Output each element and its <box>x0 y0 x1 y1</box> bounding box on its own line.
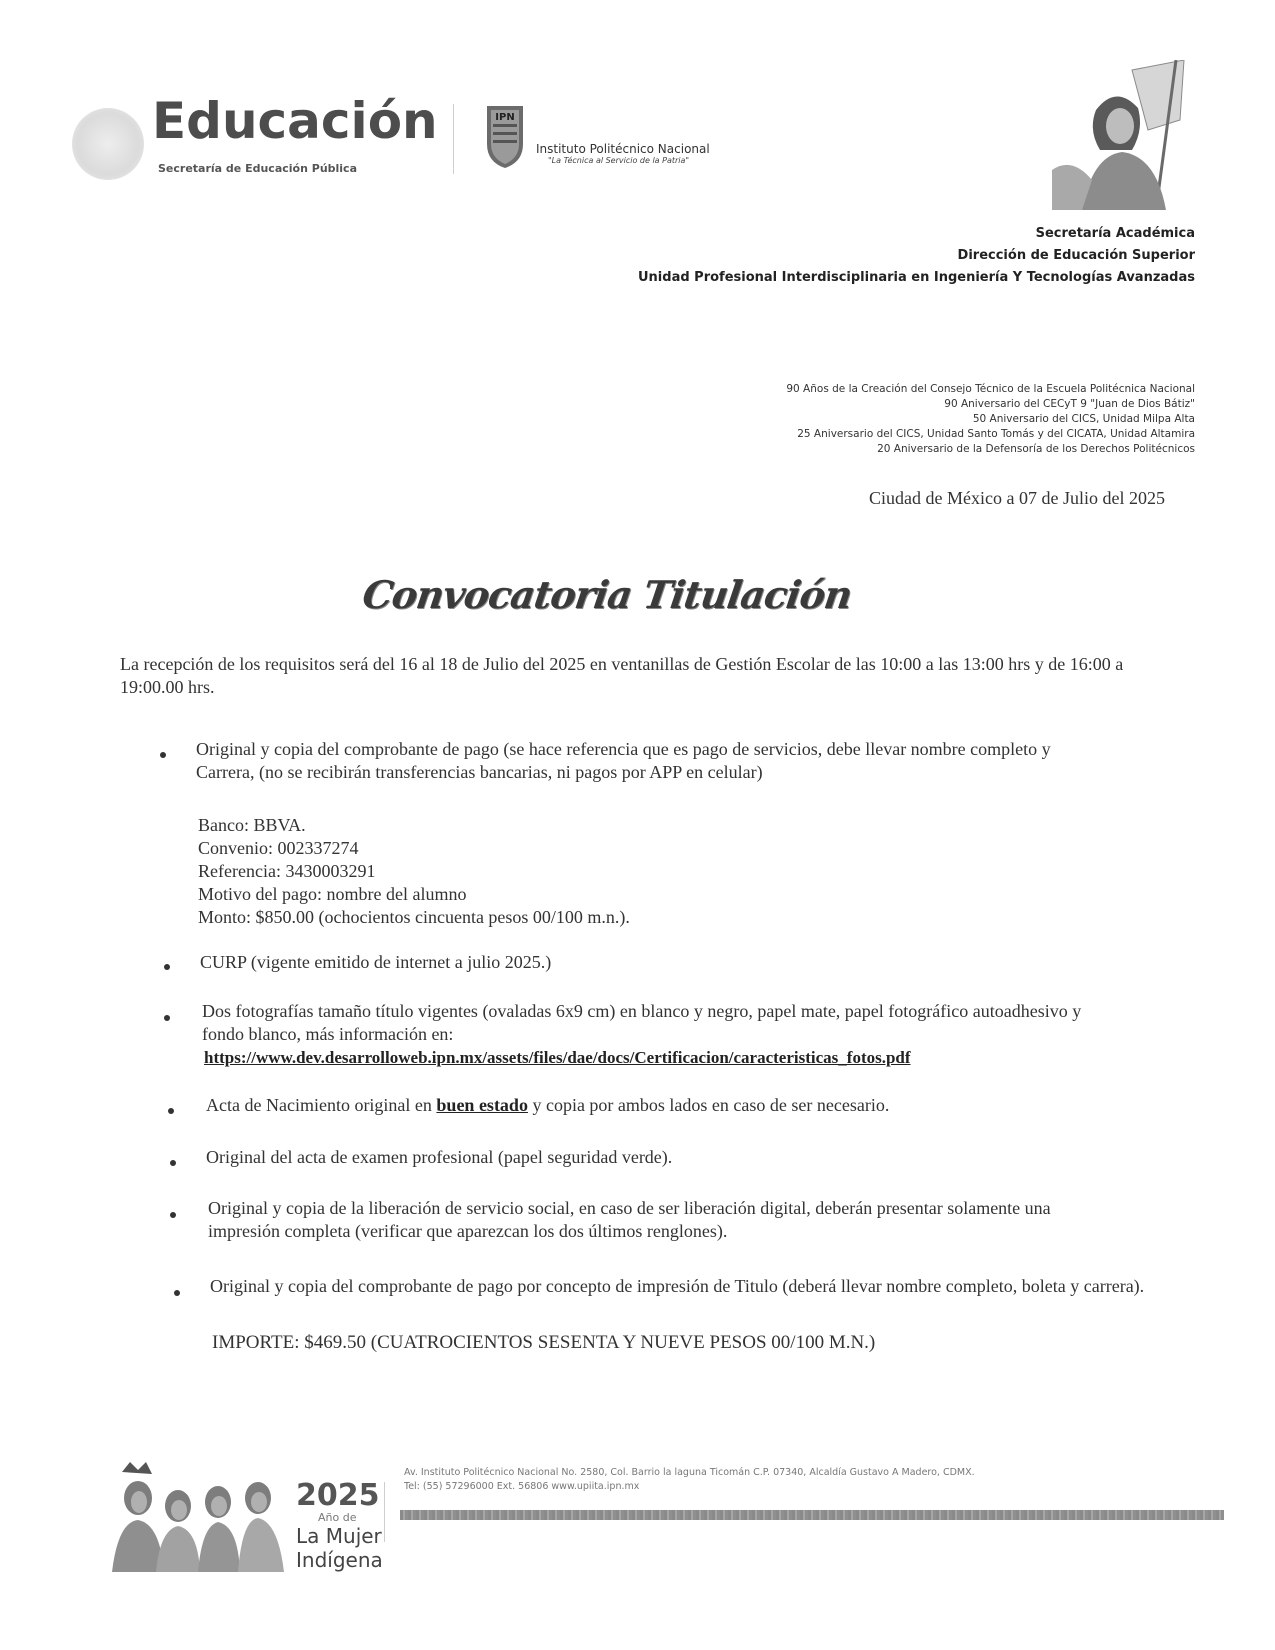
requirement-payment: Original y copia del comprobante de pago (se hace referencia que es pago de servicios, debe llevar nombre completo y Carrera, (no se recibirán transferencias bancarias, ni pagos por APP en celular) <box>196 739 1051 782</box>
bullet-icon <box>174 1290 180 1296</box>
bullet-icon <box>164 1015 170 1021</box>
dept-line-3: Unidad Profesional Interdisciplinaria en Ingeniería Y Tecnologías Avanzadas <box>638 270 1195 285</box>
ipn-shield-logo <box>483 104 527 170</box>
photos-info-link[interactable]: https://www.dev.desarrolloweb.ipn.mx/assets/files/dae/docs/Certificacion/caracteristicas_fotos.pdf <box>204 1048 911 1067</box>
ipn-name: Instituto Politécnico Nacional <box>536 142 710 156</box>
title-print-amount: IMPORTE: $469.50 (CUATROCIENTOS SESENTA Y NUEVE PESOS 00/100 M.N.) <box>212 1332 876 1353</box>
requirement-exam-record: Original del acta de examen profesional (papel seguridad verde). <box>206 1147 673 1167</box>
document-title-text: Convocatoria Titulación <box>360 572 855 617</box>
footer-address: Av. Instituto Politécnico Nacional No. 2580, Col. Barrio la laguna Ticomán C.P. 07340, Alcaldía Gustavo A Madero, CDMX. <box>404 1467 975 1478</box>
bank-agreement: Convenio: 002337274 <box>198 838 359 858</box>
footer-contact: Tel: (55) 57296000 Ext. 56806 www.upiita.ipn.mx <box>404 1481 640 1492</box>
anniversaries-block <box>786 382 1195 457</box>
indigenous-women-illustration <box>108 1462 288 1572</box>
bank-reference: Referencia: 3430003291 <box>198 861 376 881</box>
requirement-curp: CURP (vigente emitido de internet a julio 2025.) <box>200 952 552 972</box>
ipn-logo-letters: IPN <box>495 112 515 123</box>
requirement-social-service: Original y copia de la liberación de servicio social, en caso de ser liberación digital, deberán presentar solamente una impresión completa (verificar que aparezcan los dos últimos renglones). <box>208 1198 1051 1241</box>
dept-line-1: Secretaría Académica <box>1035 226 1195 241</box>
anniversary-line: 20 Aniversario de la Defensoría de los Derechos Politécnicos <box>877 443 1195 455</box>
intro-paragraph: La recepción de los requisitos será del 16 al 18 de Julio del 2025 en ventanillas de Gestión Escolar de las 10:00 a las 13:00 hrs y de 16:00 a 19:00.00 hrs. <box>120 654 1124 697</box>
bullet-icon <box>160 752 166 758</box>
bullet-icon <box>168 1108 174 1114</box>
footer-decorative-bar <box>400 1510 1224 1520</box>
anniversary-line: 90 Aniversario del CECyT 9 "Juan de Dios Bátiz" <box>944 398 1195 410</box>
bullet-icon <box>170 1160 176 1166</box>
sep-logo-title: Educación <box>152 92 438 150</box>
requirement-photos: Dos fotografías tamaño título vigentes (ovaladas 6x9 cm) en blanco y negro, papel mate, papel fotográfico autoadhesivo y fondo blanco, más información en: <box>202 1001 1082 1044</box>
anniversary-line: 25 Aniversario del CICS, Unidad Santo Tomás y del CICATA, Unidad Altamira <box>797 428 1195 440</box>
heroine-flag-illustration <box>1052 60 1186 210</box>
requirement-title-print-payment: Original y copia del comprobante de pago por concepto de impresión de Titulo (deberá llevar nombre completo, boleta y carrera). <box>210 1276 1145 1296</box>
document-date: Ciudad de México a 07 de Julio del 2025 <box>869 488 1165 508</box>
dept-line-2: Dirección de Educación Superior <box>957 248 1195 263</box>
bullet-icon <box>164 964 170 970</box>
bank-name: Banco: BBVA. <box>198 815 306 835</box>
mexico-coat-of-arms-seal <box>72 108 144 180</box>
anniversary-line: 50 Aniversario del CICS, Unidad Milpa Alta <box>972 413 1195 425</box>
document-title <box>0 572 1275 617</box>
birth-text-post: y copia por ambos lados en caso de ser necesario. <box>532 1095 890 1115</box>
bank-reason: Motivo del pago: nombre del alumno <box>198 884 467 904</box>
logo-divider <box>453 104 454 174</box>
footer-divider <box>384 1482 385 1542</box>
birth-text-pre: Acta de Nacimiento original en <box>206 1095 432 1115</box>
year-logo-line-1: La Mujer <box>296 1524 382 1548</box>
year-logo-number: 2025 <box>296 1478 380 1513</box>
bullet-icon <box>170 1212 176 1218</box>
footer-address-block <box>404 1466 975 1494</box>
bank-amount: Monto: $850.00 (ochocientos cincuenta pesos 00/100 m.n.). <box>198 907 630 927</box>
ipn-motto: "La Técnica al Servicio de la Patria" <box>548 156 690 165</box>
sep-logo-subtitle: Secretaría de Educación Pública <box>158 162 358 175</box>
anniversary-line: 90 Años de la Creación del Consejo Técnico de la Escuela Politécnica Nacional <box>786 383 1195 395</box>
bank-details <box>198 814 630 929</box>
year-logo-line-2: Indígena <box>296 1548 383 1572</box>
year-logo-prefix: Año de <box>318 1511 357 1524</box>
requirement-birth-certificate <box>206 1094 1106 1117</box>
birth-text-emphasis: buen estado <box>436 1095 528 1115</box>
